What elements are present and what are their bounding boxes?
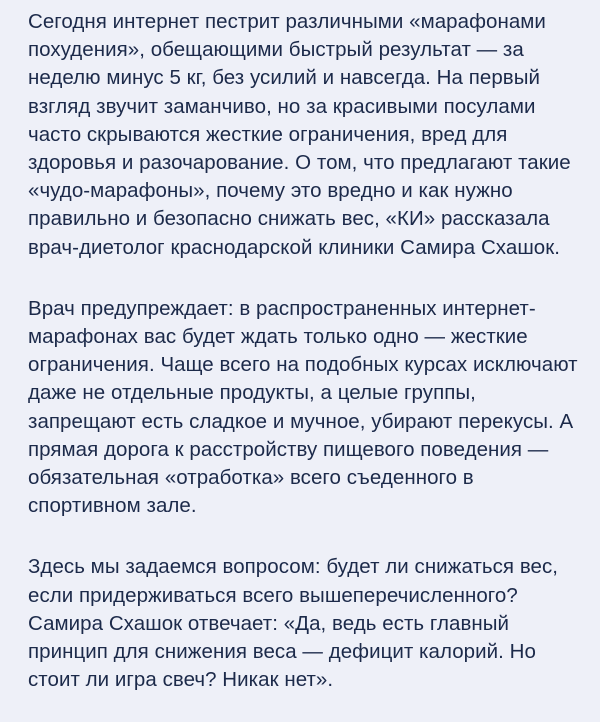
- paragraph-intro: Сегодня интернет пестрит различными «марафонами похудения», обещающими быстрый результат — за неделю минус 5 кг, без усилий и навсегда. На первый взгляд звучит заманчиво, но за красивыми посулами часто скрываются жесткие ограничения, вред для здоровья и разочарование. О том, что предлагают такие «чудо-марафоны», почему это вредно и как нужно правильно и безопасно снижать вес, «КИ» рассказала врач-диетолог краснодарской клиники Самира Схашок.: [28, 10, 571, 259]
- paragraph-question: Здесь мы задаемся вопросом: будет ли снижаться вес, если придерживаться всего вышеперечисленного? Самира Схашок отвечает: «Да, ведь есть главный принцип для снижения веса — дефицит калорий. Но стоит ли игра свеч? Никак нет».: [28, 555, 559, 692]
- paragraph-doctor-warning: Врач предупреждает: в распространенных интернет-марафонах вас будет ждать только одно — жесткие ограничения. Чаще всего на подобных курсах исключают даже не отдельные продукты, а целые группы, запрещают есть сладкое и мучное, убирают перекусы. А прямая дорога к расстройству пищевого поведения — обязательная «отработка» всего съеденного в спортивном зале.: [28, 296, 578, 518]
